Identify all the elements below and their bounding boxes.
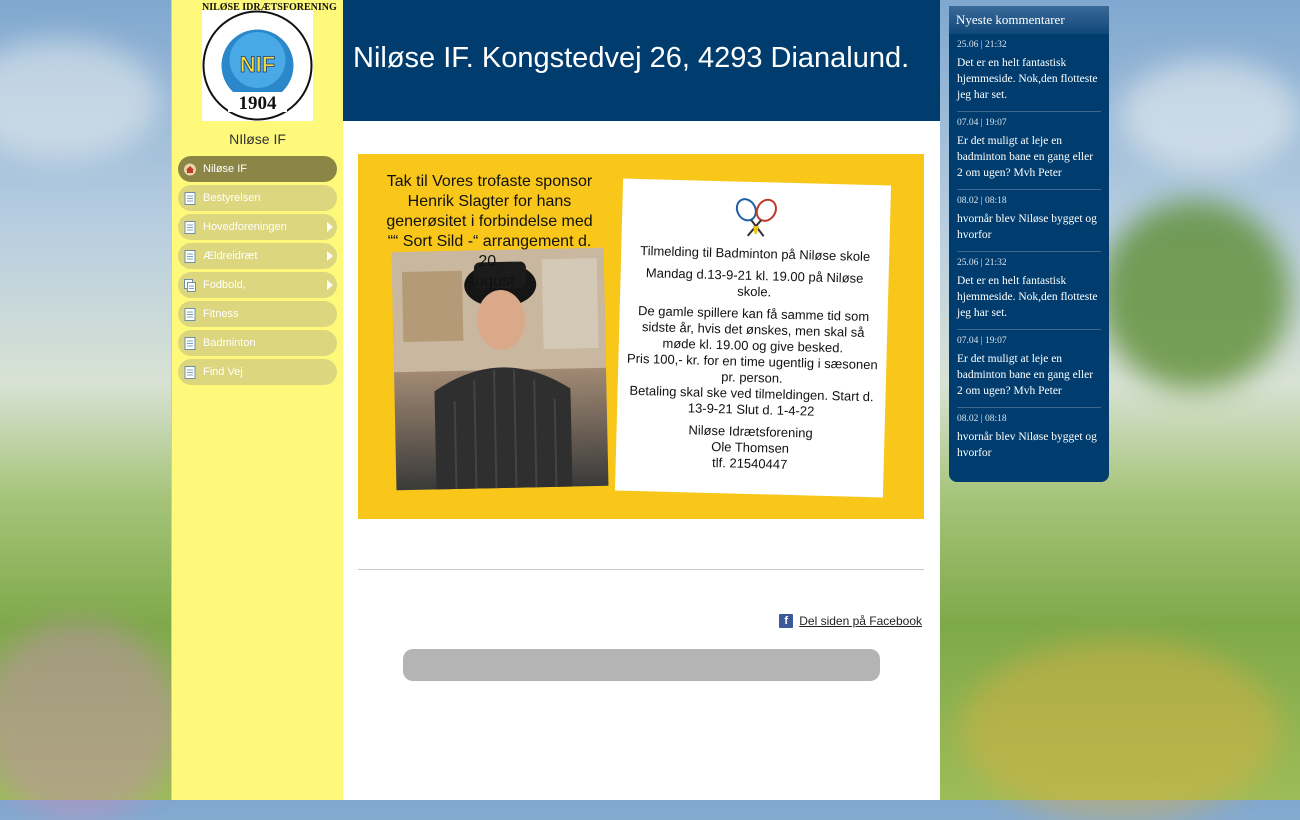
comment-date: 25.06 | 21:32 (957, 40, 1007, 50)
nav-item-badminton[interactable] (178, 330, 337, 356)
card-price: Pris 100,- kr. for en time ugentlig i sæsonen pr. person. (626, 350, 878, 386)
background-flowers (0, 620, 180, 820)
comment-item[interactable] (957, 408, 1101, 469)
card-body: De gamle spillere kan få samme tid som sidste år, hvis det ønskes, men skal så møde kl. 19.00 og give besked. (637, 302, 870, 356)
comment-text[interactable]: hvornår blev Niløse bygget og hvorfor (957, 213, 1097, 241)
card-signature-org: Niløse Idrætsforening (688, 422, 813, 441)
nav-item-label: Fodbold, (203, 279, 246, 291)
background-cloud (0, 40, 160, 160)
comment-text[interactable]: Er det muligt at leje en badminton bane en gang eller 2 om ugen? Mvh Peter (957, 353, 1094, 397)
comment-text[interactable]: Det er en helt fantastisk hjemmeside. Nok,den flotteste jeg har set. (957, 57, 1098, 101)
facebook-share[interactable] (779, 614, 922, 628)
facebook-icon[interactable]: f (779, 614, 793, 628)
comment-date: 25.06 | 21:32 (957, 258, 1007, 268)
submenu-arrow-icon[interactable] (327, 280, 333, 290)
background-tree (1100, 200, 1290, 390)
card-signature (624, 421, 877, 476)
home-icon (184, 163, 196, 176)
nav-item-fodbold[interactable] (178, 272, 337, 298)
background-flowers (960, 640, 1280, 820)
latest-comments-panel (949, 6, 1109, 482)
card-contact-name: Ole Thomsen (711, 438, 790, 456)
comment-item[interactable] (957, 252, 1101, 330)
nav-item-label: Bestyrelsen (203, 192, 261, 204)
comment-date: 08.02 | 08:18 (957, 414, 1007, 424)
page-icon (184, 366, 196, 379)
sponsor-flyer-image (358, 154, 924, 519)
card-payment: Betaling skal ske ved tilmeldingen. Start d. 13-9-21 Slut d. 1-4-22 (629, 382, 874, 419)
card-contact-phone: tlf. 21540447 (711, 454, 788, 472)
comment-date: 08.02 | 08:18 (957, 196, 1007, 206)
comment-text[interactable]: Er det muligt at leje en badminton bane en gang eller 2 om ugen? Mvh Peter (957, 135, 1094, 179)
page-title: Niløse IF. Kongstedvej 26, 4293 Dianalund. (353, 42, 910, 74)
content-footer-bar (403, 649, 880, 681)
comment-item[interactable] (957, 112, 1101, 190)
left-sidebar (171, 0, 344, 800)
sponsor-line: ““ Sort Sild -“ arrangement d. 20. (387, 233, 592, 270)
background-cloud (1120, 60, 1300, 170)
nav-item-find-vej[interactable] (178, 359, 337, 385)
logo-year: 1904 (238, 93, 277, 114)
pages-icon (184, 279, 196, 292)
sponsor-line: August (464, 273, 515, 290)
badminton-rackets-icon (726, 197, 787, 239)
nav-item-label: Niløse IF (203, 163, 247, 175)
main-navigation (178, 156, 337, 388)
badminton-signup-card (615, 179, 891, 498)
logo-ring-text: NILØSE IDRÆTSFORENING (202, 2, 337, 13)
site-name: NIløse IF (229, 131, 286, 147)
facebook-share-link[interactable]: Del siden på Facebook (799, 614, 922, 628)
page-icon (184, 308, 196, 321)
comments-title: Nyeste kommentarer (949, 6, 1109, 34)
card-date: Mandag d.13-9-21 kl. 19.00 på Niløse skole. (645, 265, 864, 300)
nav-item-bestyrelsen[interactable] (178, 185, 337, 211)
submenu-arrow-icon[interactable] (327, 251, 333, 261)
nav-item-fitness[interactable] (178, 301, 337, 327)
nav-item-label: Hovedforeningen (203, 221, 287, 233)
site-logo[interactable] (202, 2, 337, 121)
comment-item[interactable] (957, 34, 1101, 112)
nav-item-label: Ældreidræt (203, 250, 258, 262)
main-content (343, 0, 940, 800)
comment-item[interactable] (957, 190, 1101, 252)
nav-item-hovedforeningen[interactable] (178, 214, 337, 240)
comment-text[interactable]: Det er en helt fantastisk hjemmeside. Nok,den flotteste jeg har set. (957, 275, 1098, 319)
sponsor-line: Tak til Vores trofaste sponsor (386, 173, 593, 190)
card-title: Tilmelding til Badminton på Niløse skole (640, 243, 871, 265)
comment-text[interactable]: hvornår blev Niløse bygget og hvorfor (957, 431, 1097, 459)
submenu-arrow-icon[interactable] (327, 222, 333, 232)
logo-monogram: NIF (239, 52, 276, 77)
page-icon (184, 192, 196, 205)
nav-item-label: Find Vej (203, 366, 243, 378)
nav-item-label: Fitness (203, 308, 239, 320)
comment-date: 07.04 | 19:07 (957, 336, 1007, 346)
sponsor-thank-you-text (377, 172, 602, 292)
page-icon (184, 221, 196, 234)
nav-item-label: Badminton (203, 337, 256, 349)
page-icon (184, 337, 196, 350)
header-banner (343, 0, 940, 121)
sponsor-line: generøsitet i forbindelse med (386, 213, 593, 230)
sponsor-line: Henrik Slagter for hans (407, 193, 572, 210)
comment-date: 07.04 | 19:07 (957, 118, 1007, 128)
content-divider (358, 569, 924, 570)
nav-item-aeldreidraet[interactable] (178, 243, 337, 269)
page-icon (184, 250, 196, 263)
nav-item-nilose-if[interactable] (178, 156, 337, 182)
comment-item[interactable] (957, 330, 1101, 408)
